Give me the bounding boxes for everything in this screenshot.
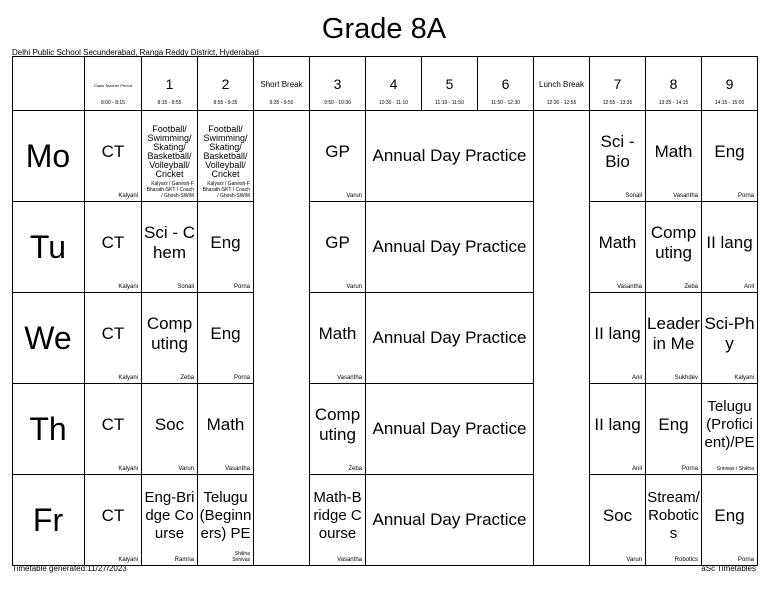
lesson-cell[interactable] <box>310 384 366 475</box>
header-label: 2 <box>221 76 230 92</box>
header-short-break <box>254 56 310 111</box>
subject: CT <box>101 414 125 434</box>
header-time: 8:55 - 9:35 <box>213 100 238 106</box>
lesson-cell[interactable] <box>198 202 254 293</box>
header-period-8 <box>646 56 702 111</box>
teacher: Kalyani <box>118 284 138 290</box>
header-time: 11:10 - 11:50 <box>435 100 464 106</box>
annual-day-block-thursday[interactable] <box>366 384 534 475</box>
annual-day-label: Annual Day Practice <box>372 510 527 529</box>
subject: Telugu(Proficient)/PE <box>704 397 755 451</box>
teacher: Anil <box>743 284 754 290</box>
header-label: 7 <box>613 76 622 92</box>
lesson-cell[interactable] <box>85 475 142 566</box>
teacher: Varun <box>178 466 194 472</box>
lesson-cell[interactable] <box>198 475 254 566</box>
header-label: Short Break <box>260 80 303 89</box>
day-label-thursday <box>12 384 85 475</box>
header-period-5 <box>422 56 478 111</box>
header-label: 3 <box>333 76 342 92</box>
timetable-generated: Timetable generated:11/27/2023 <box>12 564 127 573</box>
header-class-teacher <box>85 56 142 111</box>
teacher: Vasantha <box>673 193 698 199</box>
header-time: 9:50 - 10:30 <box>324 100 351 106</box>
header-label: 8 <box>669 76 678 92</box>
annual-day-block-friday[interactable] <box>366 475 534 566</box>
subject: Eng <box>210 323 241 343</box>
lesson-cell[interactable] <box>142 475 198 566</box>
header-period-6 <box>478 56 534 111</box>
lunch-break-column <box>534 111 590 566</box>
subject: CT <box>101 232 125 252</box>
header-period-4 <box>366 56 422 111</box>
annual-day-label: Annual Day Practice <box>372 146 527 165</box>
annual-day-label: Annual Day Practice <box>372 419 527 438</box>
teacher: Porna <box>681 466 698 472</box>
subject: Eng <box>714 505 745 525</box>
teacher: Porna <box>233 284 250 290</box>
header-period-9 <box>702 56 758 111</box>
subject: Sci - Bio <box>600 131 635 171</box>
subject: Sci-Phy <box>704 313 755 353</box>
subject: Computing <box>314 404 361 444</box>
teacher: Sonali <box>625 193 642 199</box>
day-name: Mo <box>25 137 71 174</box>
lesson-cell[interactable] <box>646 293 702 384</box>
timetable-title: Grade 8A <box>321 13 447 45</box>
lesson-cell[interactable] <box>702 111 758 202</box>
teacher: Kalyani <box>734 375 754 381</box>
header-label: 5 <box>445 76 454 92</box>
teacher: Varun <box>346 193 362 199</box>
lesson-cell[interactable] <box>310 111 366 202</box>
teacher: Porna <box>737 557 754 563</box>
lesson-cell[interactable] <box>85 384 142 475</box>
lesson-cell[interactable] <box>310 293 366 384</box>
subject: GP <box>325 232 350 252</box>
lesson-cell[interactable] <box>702 475 758 566</box>
subject: II lang <box>594 414 641 434</box>
teacher: Vasantha <box>337 375 362 381</box>
subject: Math <box>318 323 357 343</box>
subject: Soc <box>602 505 633 525</box>
subject: GP <box>325 141 350 161</box>
subject: Football/ Swimming/ Skating/ Basketball/ Volleyball/ Cricket <box>203 123 248 179</box>
header-lunch-break <box>534 56 590 111</box>
teacher: Robotics <box>674 557 698 563</box>
teacher: Porna <box>737 193 754 199</box>
lesson-cell[interactable] <box>646 111 702 202</box>
subject: II lang <box>594 323 641 343</box>
header-time: 13:35 - 14:15 <box>658 100 689 106</box>
lesson-cell[interactable] <box>85 293 142 384</box>
lesson-cell[interactable] <box>702 384 758 475</box>
day-name: Th <box>29 410 67 447</box>
header-time: 12:55 - 13:35 <box>602 100 633 106</box>
subject: Soc <box>154 414 185 434</box>
day-name: Fr <box>32 501 64 538</box>
teacher: Shikha Srinivas <box>232 551 250 563</box>
lesson-cell[interactable] <box>142 202 198 293</box>
subject: Math <box>206 414 245 434</box>
subject: CT <box>101 323 125 343</box>
lesson-cell[interactable] <box>85 202 142 293</box>
teacher: Kalyani / Ganesh-F Bharath-SKT / Coach / Ghosh-SWIM <box>202 181 250 199</box>
header-time: 9:35 - 9:50 <box>269 100 294 106</box>
day-name: We <box>24 319 72 356</box>
teacher: Kalyani <box>118 375 138 381</box>
subject: Football/ Swimming/ Skating/ Basketball/ Volleyball/ Cricket <box>147 123 192 179</box>
subject: Eng <box>658 414 689 434</box>
corner-cell <box>12 56 85 111</box>
teacher: Anil <box>631 375 642 381</box>
teacher: Kalyani <box>118 193 138 199</box>
annual-day-block-wednesday[interactable] <box>366 293 534 384</box>
day-label-tuesday <box>12 202 85 293</box>
teacher: Zeba <box>180 375 194 381</box>
subject: CT <box>101 141 125 161</box>
teacher: Vasantha <box>337 557 362 563</box>
teacher: Anil <box>631 466 642 472</box>
subject: Stream/Robotics <box>647 488 700 542</box>
teacher: Sukhdev <box>674 375 698 381</box>
subject: Eng <box>714 141 745 161</box>
subject: Math-Bridge Course <box>313 488 362 542</box>
lesson-cell[interactable] <box>702 202 758 293</box>
header-time: 8:00 - 8:15 <box>101 100 125 106</box>
header-label: Lunch Break <box>539 80 584 89</box>
school-name: Delhi Public School Secunderabad, Ranga Reddy District, Hyderabad <box>12 48 259 57</box>
annual-day-label: Annual Day Practice <box>372 237 527 256</box>
teacher: Sonali <box>177 284 194 290</box>
lesson-cell[interactable] <box>590 111 646 202</box>
lesson-cell[interactable] <box>198 293 254 384</box>
subject: Telugu(Beginners) PE <box>199 488 252 542</box>
header-time: 14:15 - 15:00 <box>714 100 745 106</box>
teacher: Srinivas / Shikha <box>716 466 754 472</box>
teacher: Vasantha <box>225 466 250 472</box>
day-label-friday <box>12 475 85 566</box>
header-time: 8:15 - 8:55 <box>157 100 182 106</box>
teacher: Zeba <box>684 284 698 290</box>
lesson-cell[interactable] <box>198 111 254 202</box>
teacher: Kalyani <box>118 557 138 563</box>
subject: Computing <box>650 222 697 262</box>
lesson-cell[interactable] <box>590 202 646 293</box>
teacher: Varun <box>346 284 362 290</box>
annual-day-block-tuesday[interactable] <box>366 202 534 293</box>
subject: Math <box>654 141 693 161</box>
subject: Eng <box>210 232 241 252</box>
subject: Eng-Bridge Course <box>144 488 195 542</box>
subject: CT <box>101 505 125 525</box>
header-time: 12:30 - 12:55 <box>546 100 577 106</box>
lesson-cell[interactable] <box>310 202 366 293</box>
lesson-cell[interactable] <box>646 384 702 475</box>
lesson-cell[interactable] <box>590 384 646 475</box>
day-label-monday <box>12 111 85 202</box>
header-period-1 <box>142 56 198 111</box>
header-period-3 <box>310 56 366 111</box>
header-label: Class Teacher Period <box>94 83 132 88</box>
teacher: Kalyani / Ganesh-F Bharath-SKT / Coach / Ghosh-SWIM <box>146 181 194 199</box>
lesson-cell[interactable] <box>590 475 646 566</box>
teacher: Vasantha <box>617 284 642 290</box>
lesson-cell[interactable] <box>142 111 198 202</box>
short-break-column <box>254 111 310 566</box>
header-time: 11:50 - 12:30 <box>490 100 521 106</box>
lesson-cell[interactable] <box>198 384 254 475</box>
header-time: 10:30 - 11:10 <box>378 100 409 106</box>
header-label: 6 <box>501 76 510 92</box>
teacher: Zeba <box>348 466 362 472</box>
header-period-7 <box>590 56 646 111</box>
teacher: Varun <box>626 557 642 563</box>
annual-day-block-monday[interactable] <box>366 111 534 202</box>
subject: Sci - Chem <box>144 222 195 262</box>
teacher: Kalyani <box>118 466 138 472</box>
day-name: Tu <box>29 228 67 265</box>
lesson-cell[interactable] <box>85 111 142 202</box>
header-label: 4 <box>389 76 398 92</box>
annual-day-label: Annual Day Practice <box>372 328 527 347</box>
subject: II lang <box>706 232 753 252</box>
day-label-wednesday <box>12 293 85 384</box>
teacher: Porna <box>233 375 250 381</box>
subject: Computing <box>146 313 193 353</box>
subject: Math <box>598 232 637 252</box>
asc-timetables-brand: aSc Timetables <box>701 564 756 573</box>
lesson-cell[interactable] <box>646 202 702 293</box>
header-label: 9 <box>725 76 734 92</box>
header-period-2 <box>198 56 254 111</box>
lesson-cell[interactable] <box>142 293 198 384</box>
header-label: 1 <box>165 76 174 92</box>
subject: Leader in Me <box>647 313 700 353</box>
teacher: Ramna <box>174 557 194 563</box>
lesson-cell[interactable] <box>590 293 646 384</box>
lesson-cell[interactable] <box>646 475 702 566</box>
lesson-cell[interactable] <box>702 293 758 384</box>
lesson-cell[interactable] <box>142 384 198 475</box>
lesson-cell[interactable] <box>310 475 366 566</box>
